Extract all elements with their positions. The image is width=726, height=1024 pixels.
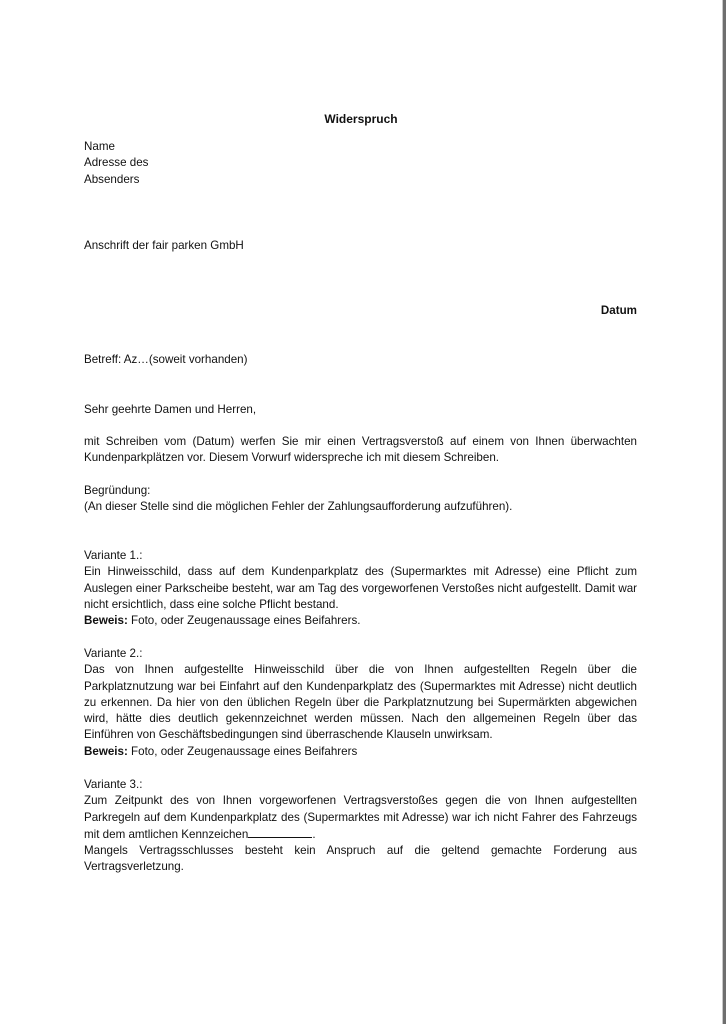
proof-text: Foto, oder Zeugenaussage eines Beifahrers — [127, 744, 358, 758]
intro-paragraph: mit Schreiben vom (Datum) werfen Sie mir einen Vertragsverstoß auf einem von Ihnen überwachten Kundenparkplätzen vor. Diesem Vorwurf widerspreche ich mit diesem Schreiben. — [84, 435, 637, 465]
variant-1 — [84, 548, 637, 629]
variant-text — [84, 793, 637, 843]
variant-heading: Variante 3.: — [84, 778, 143, 791]
variant-heading: Variante 2.: — [84, 647, 143, 660]
salutation: Sehr geehrte Damen und Herren, — [84, 403, 257, 416]
subject-line: Betreff: Az…(soweit vorhanden) — [84, 353, 248, 366]
sender-line: Absenders — [84, 172, 140, 186]
variant-3 — [84, 777, 637, 876]
sender-line: Adresse des — [84, 156, 149, 170]
reason-heading: Begründung: — [84, 484, 151, 497]
document-title: Widerspruch — [324, 112, 398, 126]
proof-label: Beweis: — [84, 614, 128, 628]
sender-line: Name — [84, 140, 115, 153]
proof-text: Foto, oder Zeugenaussage eines Beifahrers. — [127, 614, 361, 628]
reason-block — [84, 483, 637, 516]
variant-text: Das von Ihnen aufgestellte Hinweisschild über die von Ihnen aufgestellten Regeln über die Parkplatznutzung war bei Einfahrt auf den Kundenparkplatz des (Supermarktes mit Adresse) nicht deutlich zu erkennen. Da hier von den üblichen Regeln über die Parkplatznutzung bei Supermärkten abgewichen wird, hätte dies deutlich gekennzeichnet werden müssen. Nach den allgemeinen Regeln über das Einführen von Geschäftsbedingungen sind überraschende Klauseln unwirksam. — [84, 663, 637, 742]
sender-block — [84, 139, 637, 188]
proof-label: Beweis: — [84, 744, 128, 758]
variant-2 — [84, 646, 637, 760]
variant-text-body: Zum Zeitpunkt des von Ihnen vorgeworfenen Vertragsverstoßes gegen die von Ihnen aufgestellten Parkregeln auf dem Kundenparkplatz des (Supermarktes mit Adresse) war ich nicht Fahrer des Fahrzeugs mit dem amtlichen Kennzeichen — [84, 794, 637, 841]
reason-note: (An dieser Stelle sind die möglichen Fehler der Zahlungsaufforderung aufzuführen). — [84, 500, 513, 514]
conclusion-text: Mangels Vertragsschlusses besteht kein Anspruch auf die geltend gemachte Forderung aus Vertragsverletzung. — [84, 844, 637, 874]
variant-text-end: . — [312, 827, 316, 841]
variant-heading: Variante 1.: — [84, 549, 143, 562]
recipient-address: Anschrift der fair parken GmbH — [84, 239, 244, 252]
proof-line — [84, 613, 637, 629]
license-plate-blank — [248, 826, 312, 838]
proof-line — [84, 744, 637, 760]
date-label: Datum — [600, 304, 637, 317]
variant-text: Ein Hinweisschild, dass auf dem Kundenparkplatz des (Supermarktes mit Adresse) eine Pflicht zum Auslegen einer Parkscheibe besteht, war am Tag des vorgeworfenen Verstoßes nicht aufgestellt. Damit war nicht ersichtlich, dass eine solche Pflicht bestand. — [84, 565, 637, 611]
